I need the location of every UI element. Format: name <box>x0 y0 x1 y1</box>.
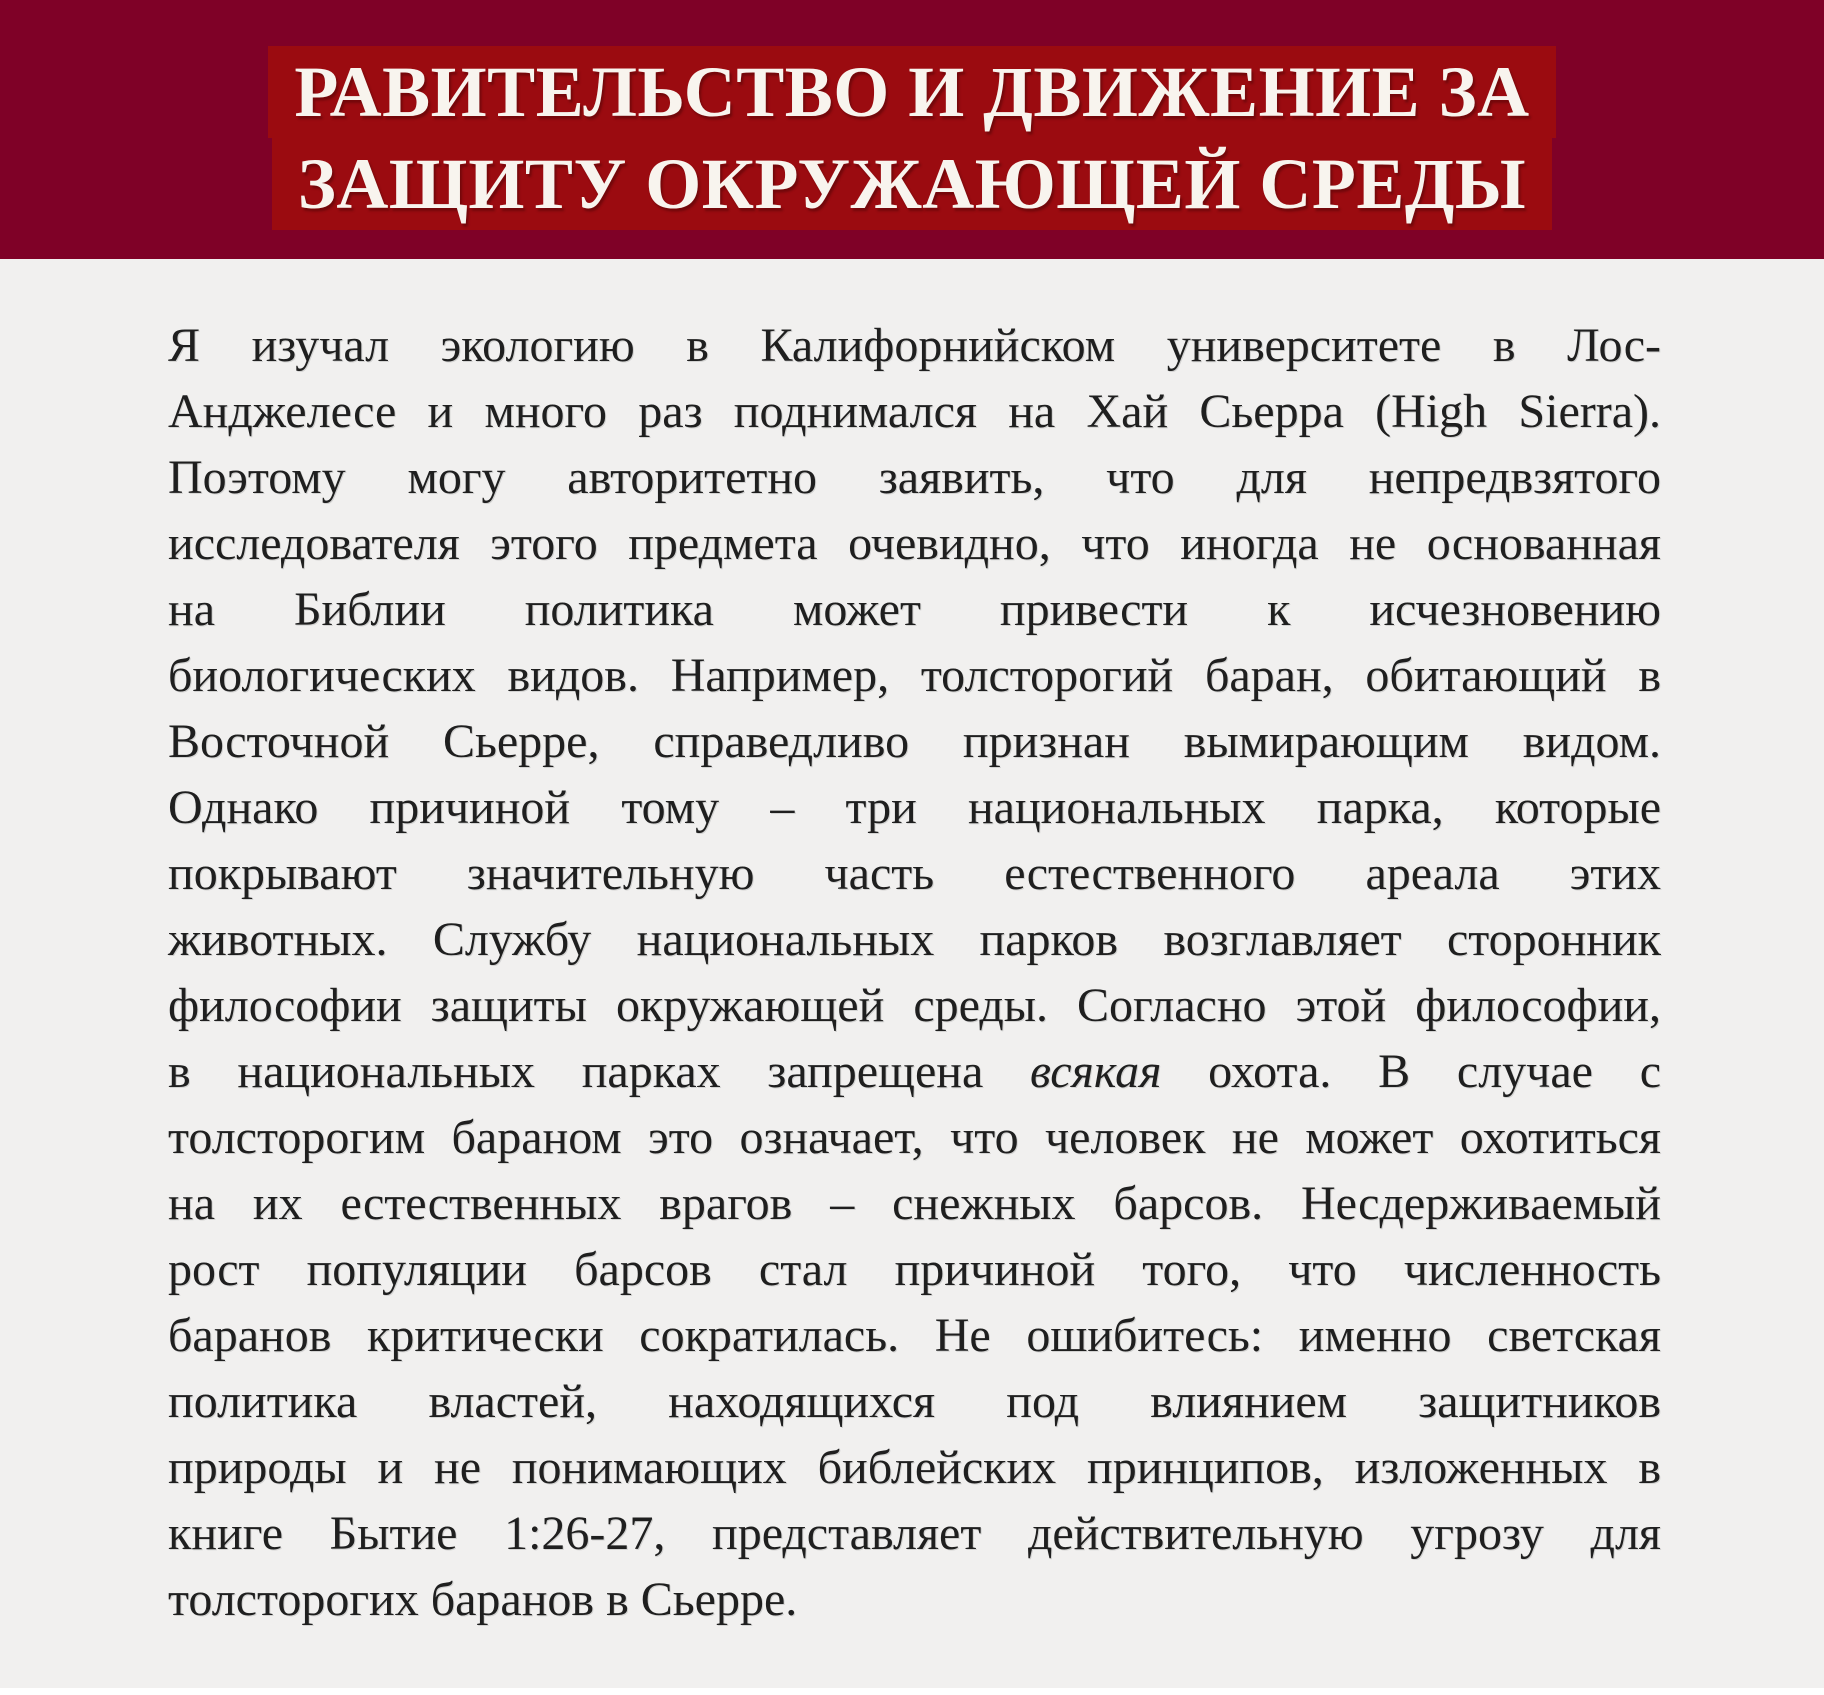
article-body <box>0 259 1824 1688</box>
text-line: на их естественных врагов – снежных барсов. Несдерживаемый <box>168 1177 1661 1230</box>
text-segment: в национальных парках запрещена <box>168 1045 1031 1098</box>
text-line: философии защиты окружающей среды. Согласно этой философии, <box>168 979 1661 1032</box>
text-line: Я изучал экологию в Калифорнийском университете в Лос- <box>168 319 1661 372</box>
text-line: Анджелесе и много раз поднимался на Хай Сьерра (High Sierra). <box>168 385 1661 438</box>
page-title-line-2: ЗАЩИТУ ОКРУЖАЮЩЕЙ СРЕДЫ <box>272 138 1552 230</box>
page-title-line-1: РАВИТЕЛЬСТВО И ДВИЖЕНИЕ ЗА <box>268 46 1555 138</box>
emphasized-word: всякая <box>1030 1045 1162 1098</box>
bottom-margin <box>0 1688 1824 1695</box>
text-line: природы и не понимающих библейских принципов, изложенных в <box>168 1441 1661 1494</box>
text-line <box>168 1039 1661 1105</box>
text-segment: охота. В случае с <box>1161 1045 1661 1098</box>
text-line: толсторогих баранов в Сьерре. <box>168 1573 798 1626</box>
text-line: на Библии политика может привести к исчезновению <box>168 583 1661 636</box>
text-line: покрывают значительную часть естественного ареала этих <box>168 847 1661 900</box>
text-line: Поэтому могу авторитетно заявить, что для непредвзятого <box>168 451 1661 504</box>
body-paragraph <box>168 313 1661 1633</box>
text-line: исследователя этого предмета очевидно, что иногда не основанная <box>168 517 1661 570</box>
text-line: баранов критически сократилась. Не ошибитесь: именно светская <box>168 1309 1661 1362</box>
text-line: толсторогим бараном это означает, что человек не может охотиться <box>168 1111 1661 1164</box>
text-line: политика властей, находящихся под влиянием защитников <box>168 1375 1661 1428</box>
text-line: рост популяции барсов стал причиной того, что численность <box>168 1243 1661 1296</box>
text-line: Однако причиной тому – три национальных парка, которые <box>168 781 1661 834</box>
header-banner <box>0 0 1824 259</box>
text-line: книге Бытие 1:26-27, представляет действительную угрозу для <box>168 1507 1661 1560</box>
text-line: биологических видов. Например, толсторогий баран, обитающий в <box>168 649 1661 702</box>
text-line: Восточной Сьерре, справедливо признан вымирающим видом. <box>168 715 1661 768</box>
text-line: животных. Службу национальных парков возглавляет сторонник <box>168 913 1661 966</box>
